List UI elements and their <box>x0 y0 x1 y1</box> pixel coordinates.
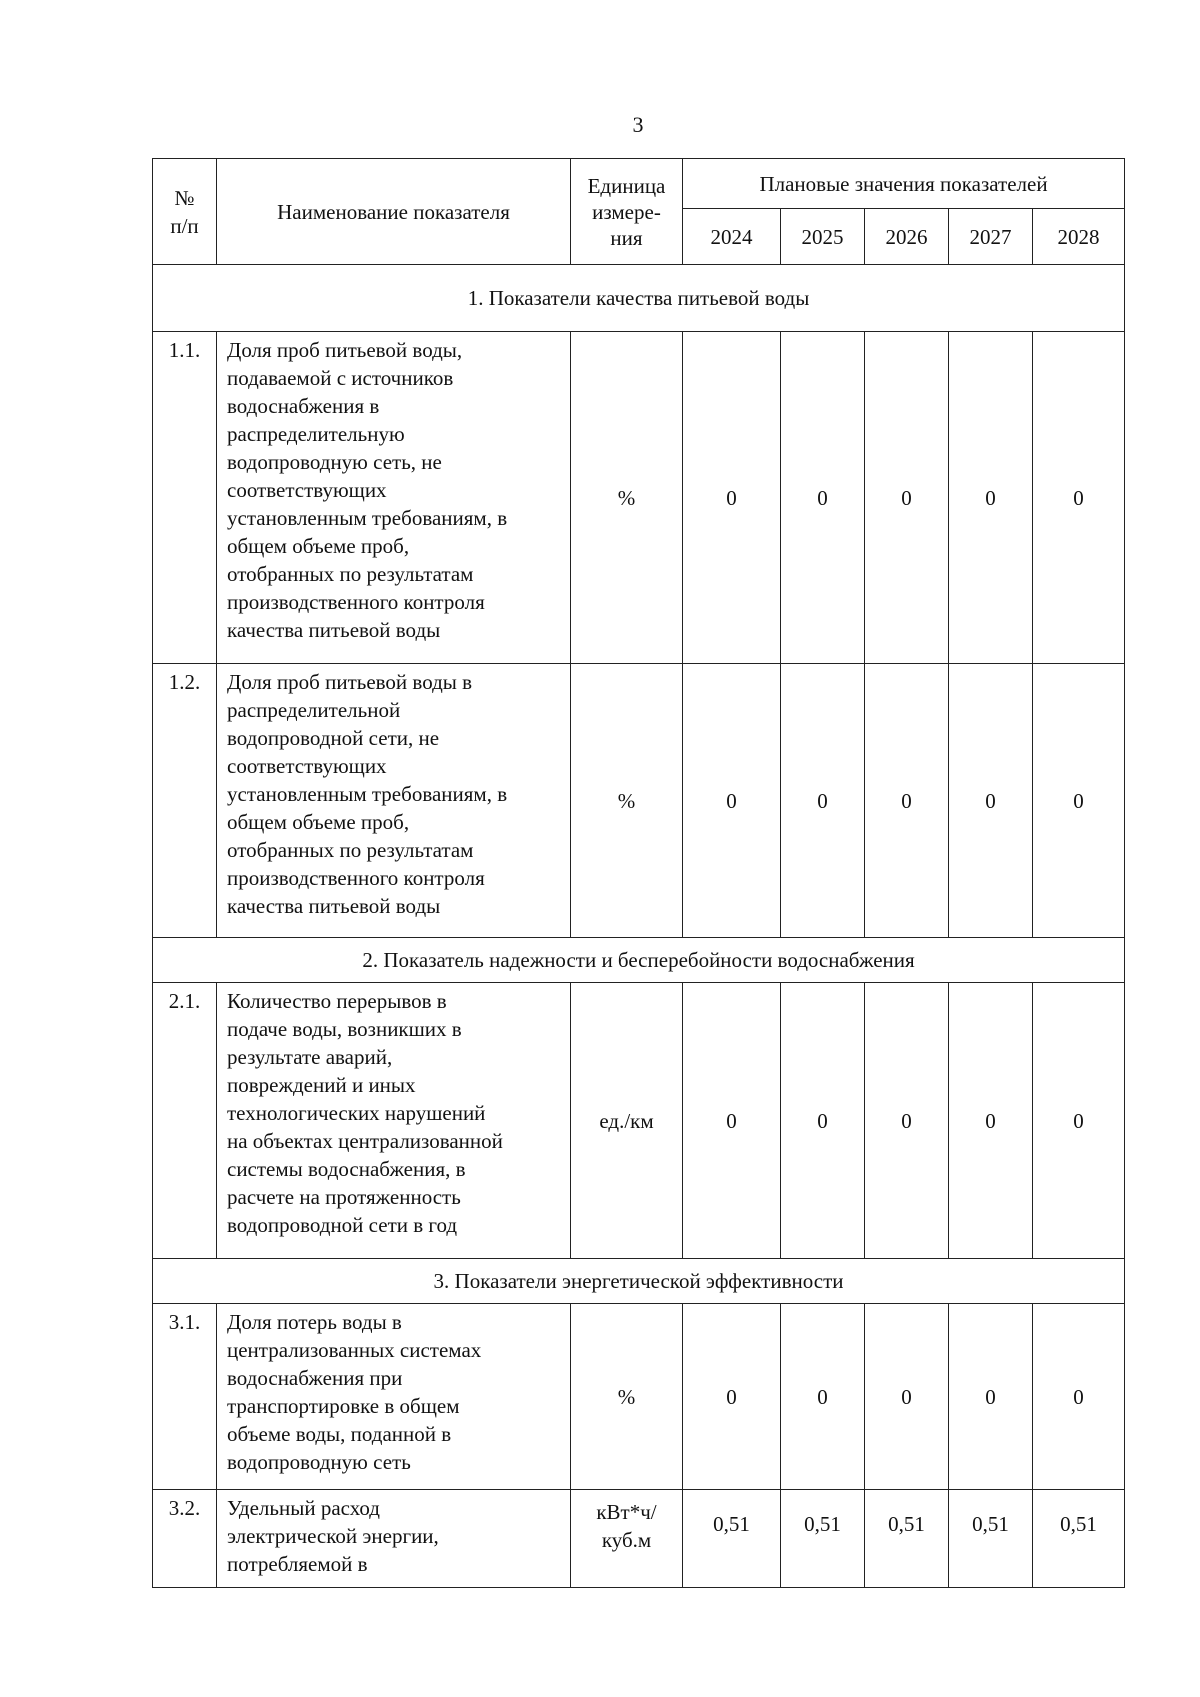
indicator-name: Доля проб питьевой воды в распределительной водопроводной сети, не соответствующих установленным требованиям, в общем объеме проб, отобранных по результатам производственного контроля качества питьевой воды <box>217 664 571 938</box>
value-cell: 0 <box>683 332 781 664</box>
indicator-name: Доля проб питьевой воды, подаваемой с источников водоснабжения в распределительную водопроводную сеть, не соответствующих установленным требованиям, в общем объеме проб, отобранных по результатам производственного контроля качества питьевой воды <box>217 332 571 664</box>
value-cell: 0 <box>865 664 949 938</box>
value-cell: 0,51 <box>781 1490 865 1588</box>
header-year: 2026 <box>865 209 949 265</box>
value-cell: 0 <box>781 983 865 1259</box>
header-unit: Единица измере- ния <box>571 159 683 265</box>
value-cell: 0 <box>1033 1304 1125 1490</box>
section-heading-row <box>153 938 1125 983</box>
value-cell: 0 <box>949 332 1033 664</box>
table-row <box>153 664 1125 938</box>
value-cell: 0,51 <box>1033 1490 1125 1588</box>
header-num: № п/п <box>153 159 217 265</box>
header-year: 2025 <box>781 209 865 265</box>
value-cell: 0 <box>949 664 1033 938</box>
row-number: 1.2. <box>153 664 217 938</box>
row-number: 3.1. <box>153 1304 217 1490</box>
unit-cell: ед./км <box>571 983 683 1259</box>
indicator-name: Доля потерь воды в централизованных системах водоснабжения при транспортировке в общем объеме воды, поданной в водопроводную сеть <box>217 1304 571 1490</box>
value-cell: 0 <box>1033 332 1125 664</box>
value-cell: 0 <box>781 1304 865 1490</box>
value-cell: 0 <box>781 664 865 938</box>
value-cell: 0 <box>949 983 1033 1259</box>
section-heading-row <box>153 1259 1125 1304</box>
value-cell: 0 <box>683 1304 781 1490</box>
page-number: 3 <box>632 112 644 137</box>
section-title: 2. Показатель надежности и бесперебойности водоснабжения <box>153 938 1125 983</box>
section-heading-row <box>153 265 1125 332</box>
unit-cell: % <box>571 332 683 664</box>
value-cell: 0 <box>683 664 781 938</box>
value-cell: 0 <box>781 332 865 664</box>
header-year: 2028 <box>1033 209 1125 265</box>
value-cell: 0 <box>949 1304 1033 1490</box>
row-number: 2.1. <box>153 983 217 1259</box>
table-row <box>153 1490 1125 1588</box>
indicator-name: Количество перерывов в подаче воды, возникших в результате аварий, повреждений и иных технологических нарушений на объектах централизованной системы водоснабжения, в расчете на протяженность водопроводной сети в год <box>217 983 571 1259</box>
section-title: 1. Показатели качества питьевой воды <box>153 265 1125 332</box>
unit-cell: % <box>571 664 683 938</box>
value-cell: 0 <box>1033 664 1125 938</box>
table-row <box>153 332 1125 664</box>
header-name: Наименование показателя <box>217 159 571 265</box>
table-row <box>153 983 1125 1259</box>
row-number: 3.2. <box>153 1490 217 1588</box>
value-cell: 0 <box>865 1304 949 1490</box>
value-cell: 0,51 <box>865 1490 949 1588</box>
value-cell: 0 <box>1033 983 1125 1259</box>
value-cell: 0,51 <box>949 1490 1033 1588</box>
unit-cell: кВт*ч/ куб.м <box>571 1490 683 1588</box>
value-cell: 0 <box>865 983 949 1259</box>
value-cell: 0,51 <box>683 1490 781 1588</box>
indicators-table <box>152 158 1125 1588</box>
value-cell: 0 <box>865 332 949 664</box>
indicator-name: Удельный расход электрической энергии, потребляемой в <box>217 1490 571 1588</box>
table-row <box>153 1304 1125 1490</box>
header-year: 2024 <box>683 209 781 265</box>
header-year: 2027 <box>949 209 1033 265</box>
unit-cell: % <box>571 1304 683 1490</box>
value-cell: 0 <box>683 983 781 1259</box>
header-planned-values: Плановые значения показателей <box>683 159 1125 209</box>
section-title: 3. Показатели энергетической эффективности <box>153 1259 1125 1304</box>
row-number: 1.1. <box>153 332 217 664</box>
